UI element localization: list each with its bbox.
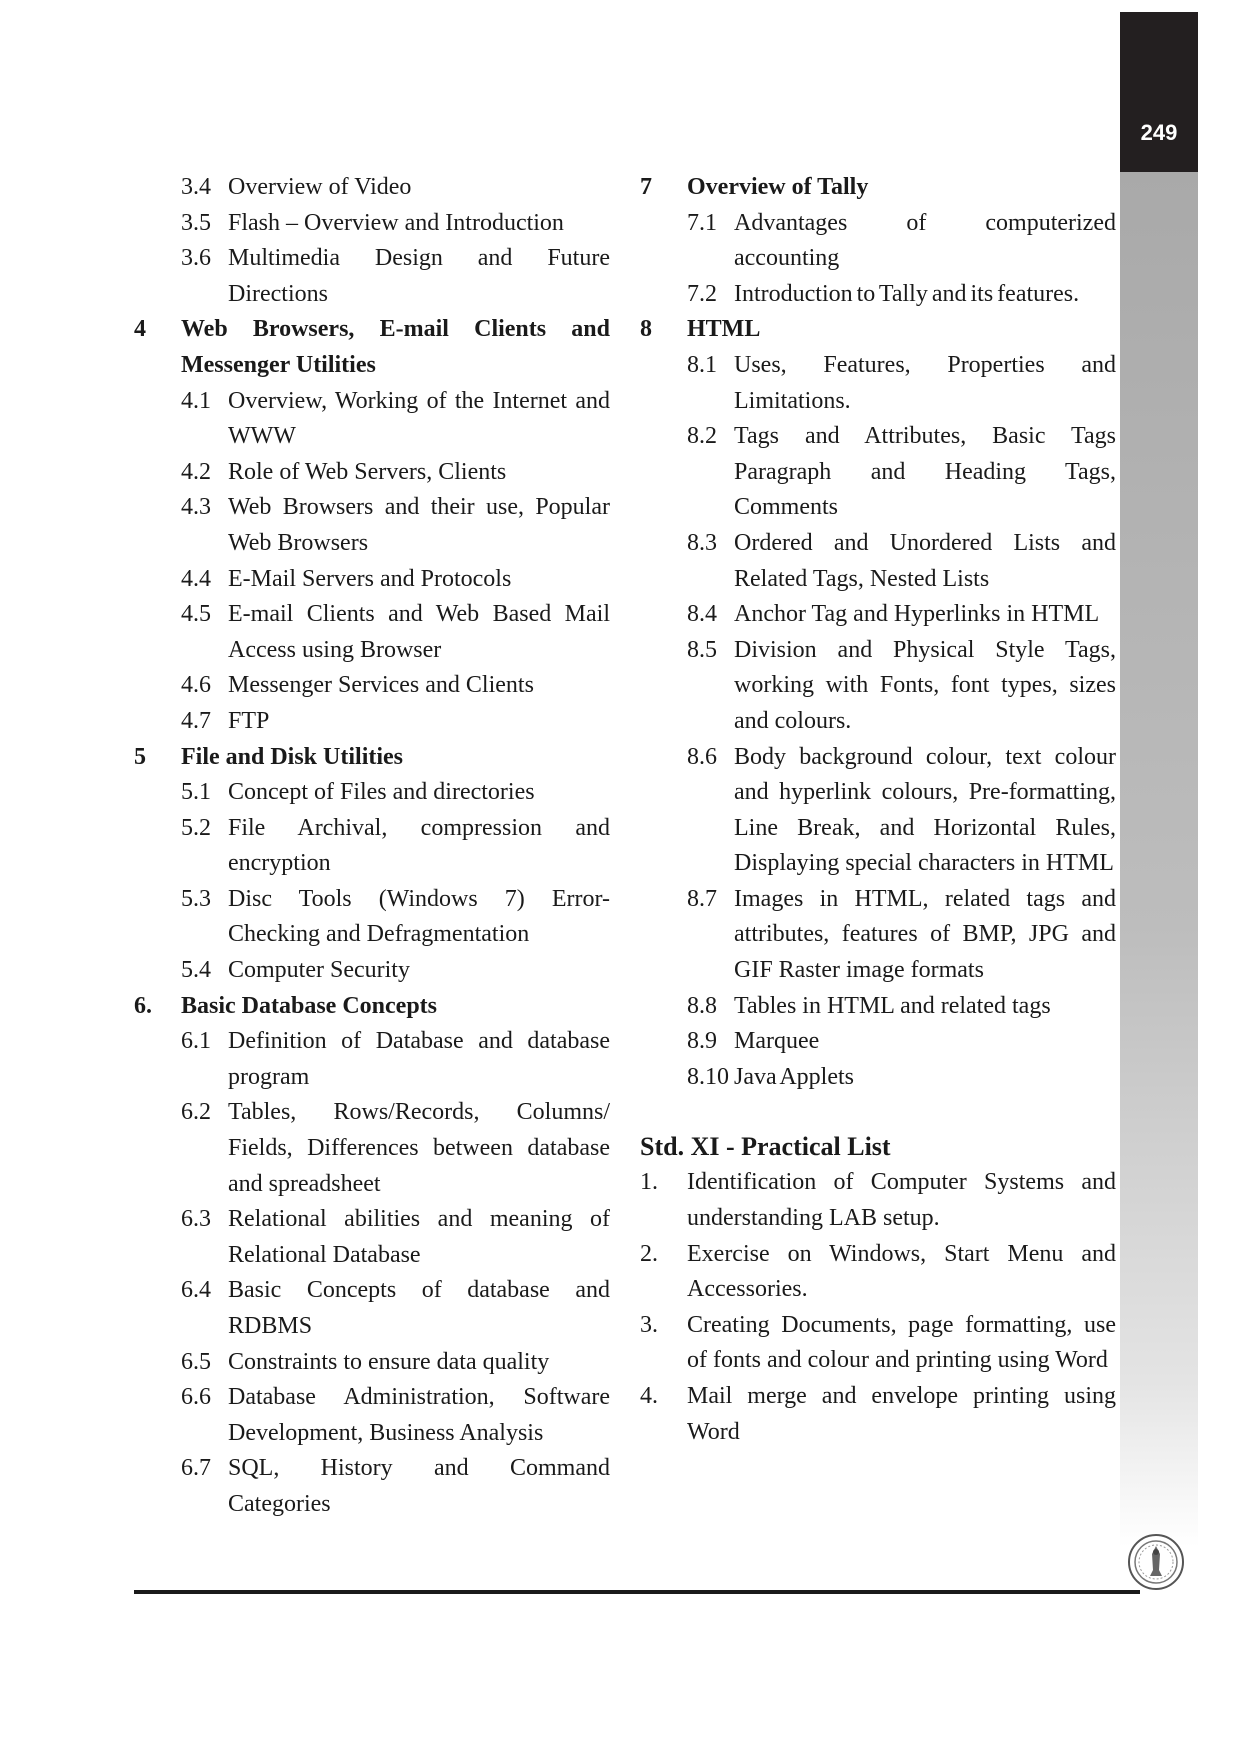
entry-number: 8.7 <box>687 885 717 912</box>
toc-entry <box>640 419 1116 526</box>
entry-number: 8.5 <box>687 636 717 663</box>
section-heading <box>134 740 610 776</box>
right-column <box>640 170 1116 1450</box>
entry-number: 4.7 <box>181 707 211 734</box>
toc-entry <box>134 1024 610 1095</box>
toc-entry <box>134 206 610 242</box>
practical-item <box>640 1165 1116 1236</box>
toc-entry <box>640 277 1116 313</box>
toc-entry <box>134 1202 610 1273</box>
toc-entry <box>134 704 610 740</box>
entry-text: Ordered and Unordered Lists and Related Tags, Nested Lists <box>734 529 1116 592</box>
entry-number: 8.8 <box>687 992 717 1019</box>
section-heading <box>134 989 610 1025</box>
side-margin-band <box>1120 172 1198 1547</box>
entry-number: 4.5 <box>181 601 211 628</box>
toc-entry <box>134 882 610 953</box>
entry-text: Relational abilities and meaning of Relational Database <box>228 1206 610 1268</box>
entry-text: Tables in HTML and related tags <box>734 992 1051 1019</box>
entry-text: Anchor Tag and Hyperlinks in HTML <box>734 601 1100 628</box>
toc-entry <box>134 241 610 312</box>
entry-text: Java Applets <box>734 1063 854 1090</box>
entry-text: Concept of Files and directories <box>228 779 535 806</box>
entry-number: 4.1 <box>181 387 211 414</box>
entry-text: Overview, Working of the Internet and WWW <box>228 387 610 450</box>
toc-entry <box>640 597 1116 633</box>
entry-number: 5.4 <box>181 957 211 984</box>
entry-text: Basic Concepts of database and RDBMS <box>228 1277 610 1339</box>
entry-number: 3.5 <box>181 209 211 236</box>
entry-number: 3.6 <box>181 245 211 272</box>
entry-text: Web Browsers and their use, Popular Web Browsers <box>228 494 610 556</box>
entry-text: Creating Documents, page formatting, use of fonts and colour and printing using Word <box>687 1311 1116 1374</box>
entry-number: 7.2 <box>687 280 717 307</box>
toc-entry <box>134 597 610 668</box>
toc-entry <box>640 882 1116 989</box>
right-toc-list <box>640 170 1116 1095</box>
entry-number: 6.7 <box>181 1455 211 1482</box>
toc-entry <box>640 1060 1116 1096</box>
toc-entry <box>134 170 610 206</box>
toc-entry <box>134 1451 610 1522</box>
entry-text: File Archival, compression and encryption <box>228 814 610 877</box>
entry-text: Multimedia Design and Future Directions <box>228 245 610 307</box>
toc-entry <box>134 775 610 811</box>
entry-text: HTML <box>687 316 761 343</box>
toc-entry <box>134 953 610 989</box>
entry-text: Definition of Database and database program <box>228 1028 610 1090</box>
entry-text: Uses, Features, Properties and Limitations. <box>734 351 1116 414</box>
entry-text: FTP <box>228 707 270 734</box>
entry-text: Role of Web Servers, Clients <box>228 458 507 485</box>
entry-text: SQL, History and Command Categories <box>228 1455 610 1517</box>
entry-number: 6.4 <box>181 1277 211 1304</box>
entry-text: E-Mail Servers and Protocols <box>228 565 512 592</box>
entry-text: Advantages of computerized accounting <box>734 209 1116 272</box>
toc-entry <box>134 562 610 598</box>
entry-text: Web Browsers, E-mail Clients and Messenger Utilities <box>181 316 610 378</box>
entry-text: Tables, Rows/Records, Columns/ Fields, Differences between database and spreadsheet <box>228 1099 610 1197</box>
entry-text: Exercise on Windows, Start Menu and Accessories. <box>687 1240 1116 1303</box>
entry-number: 8.1 <box>687 351 717 378</box>
entry-number: 5 <box>134 743 146 770</box>
entry-number: 7 <box>640 174 652 200</box>
entry-number: 6.2 <box>181 1099 211 1126</box>
entry-number: 4.6 <box>181 672 211 699</box>
entry-number: 3.4 <box>181 174 211 200</box>
entry-text: Computer Security <box>228 957 410 984</box>
section-heading <box>134 312 610 383</box>
entry-number: 8.3 <box>687 529 717 556</box>
toc-entry <box>134 1380 610 1451</box>
entry-number: 4. <box>640 1383 658 1409</box>
toc-entry <box>640 740 1116 882</box>
entry-text: Body background colour, text colour and hyperlink colours, Pre-formatting, Line Break, and Horizontal Rules, Displaying special characters in HTML <box>734 743 1116 877</box>
left-column <box>134 170 610 1523</box>
entry-number: 1. <box>640 1169 658 1196</box>
entry-text: Overview of Video <box>228 174 412 200</box>
entry-number: 6.5 <box>181 1348 211 1375</box>
entry-number: 6.6 <box>181 1384 211 1411</box>
entry-text: Mail merge and envelope printing using Word <box>687 1383 1116 1445</box>
toc-entry <box>640 206 1116 277</box>
entry-text: Disc Tools (Windows 7) Error-Checking and Defragmentation <box>228 885 610 948</box>
emblem-seal-icon <box>1126 1532 1186 1592</box>
page-tab <box>1120 12 1198 172</box>
practical-item <box>640 1308 1116 1379</box>
entry-text: Flash – Overview and Introduction <box>228 209 564 236</box>
toc-entry <box>134 811 610 882</box>
entry-number: 8.6 <box>687 743 717 770</box>
entry-text: Images in HTML, related tags and attributes, features of BMP, JPG and GIF Raster image formats <box>734 885 1116 984</box>
entry-text: Introduction to Tally and its features. <box>734 280 1080 307</box>
entry-text: Division and Physical Style Tags, working with Fonts, font types, sizes and colours. <box>734 636 1116 734</box>
toc-entry <box>134 1273 610 1344</box>
entry-number: 4.4 <box>181 565 211 592</box>
entry-number: 5.2 <box>181 814 211 841</box>
toc-entry <box>640 348 1116 419</box>
practical-list-heading: Std. XI - Practical List <box>640 1132 891 1162</box>
entry-number: 8 <box>640 316 652 343</box>
entry-text: E-mail Clients and Web Based Mail Access using Browser <box>228 601 610 663</box>
entry-number: 8.9 <box>687 1028 717 1055</box>
practical-item <box>640 1237 1116 1308</box>
toc-entry <box>640 989 1116 1025</box>
entry-text: Identification of Computer Systems and understanding LAB setup. <box>687 1169 1116 1232</box>
entry-number: 4 <box>134 316 146 343</box>
section-heading <box>640 170 1116 206</box>
toc-entry <box>134 1095 610 1202</box>
toc-entry <box>134 668 610 704</box>
practical-item <box>640 1379 1116 1450</box>
entry-number: 3. <box>640 1311 658 1338</box>
entry-text: Database Administration, Software Development, Business Analysis <box>228 1384 610 1446</box>
entry-number: 5.1 <box>181 779 211 806</box>
practical-list <box>640 1165 1116 1450</box>
entry-number: 6.1 <box>181 1028 211 1055</box>
entry-number: 6.3 <box>181 1206 211 1233</box>
bottom-rule <box>134 1590 1140 1594</box>
page-number: 249 <box>1140 120 1178 145</box>
entry-text: Marquee <box>734 1028 820 1055</box>
entry-text: Constraints to ensure data quality <box>228 1348 550 1375</box>
toc-entry <box>134 455 610 491</box>
entry-number: 4.3 <box>181 494 211 521</box>
entry-number: 8.4 <box>687 601 717 628</box>
section-heading <box>640 312 1116 348</box>
entry-text: Messenger Services and Clients <box>228 672 534 699</box>
entry-text: Basic Database Concepts <box>181 992 437 1019</box>
toc-entry <box>134 1345 610 1381</box>
entry-text: Overview of Tally <box>687 174 869 200</box>
entry-text: File and Disk Utilities <box>181 743 404 770</box>
entry-text: Tags and Attributes, Basic Tags Paragraph and Heading Tags, Comments <box>734 423 1116 521</box>
entry-number: 4.2 <box>181 458 211 485</box>
toc-entry <box>134 490 610 561</box>
entry-number: 8.10 <box>687 1063 729 1090</box>
toc-entry <box>134 384 610 455</box>
entry-number: 5.3 <box>181 885 211 912</box>
entry-number: 6. <box>134 992 152 1019</box>
entry-number: 2. <box>640 1240 658 1267</box>
toc-entry <box>640 526 1116 597</box>
entry-number: 7.1 <box>687 209 717 236</box>
toc-entry <box>640 1024 1116 1060</box>
toc-entry <box>640 633 1116 740</box>
entry-number: 8.2 <box>687 423 717 450</box>
